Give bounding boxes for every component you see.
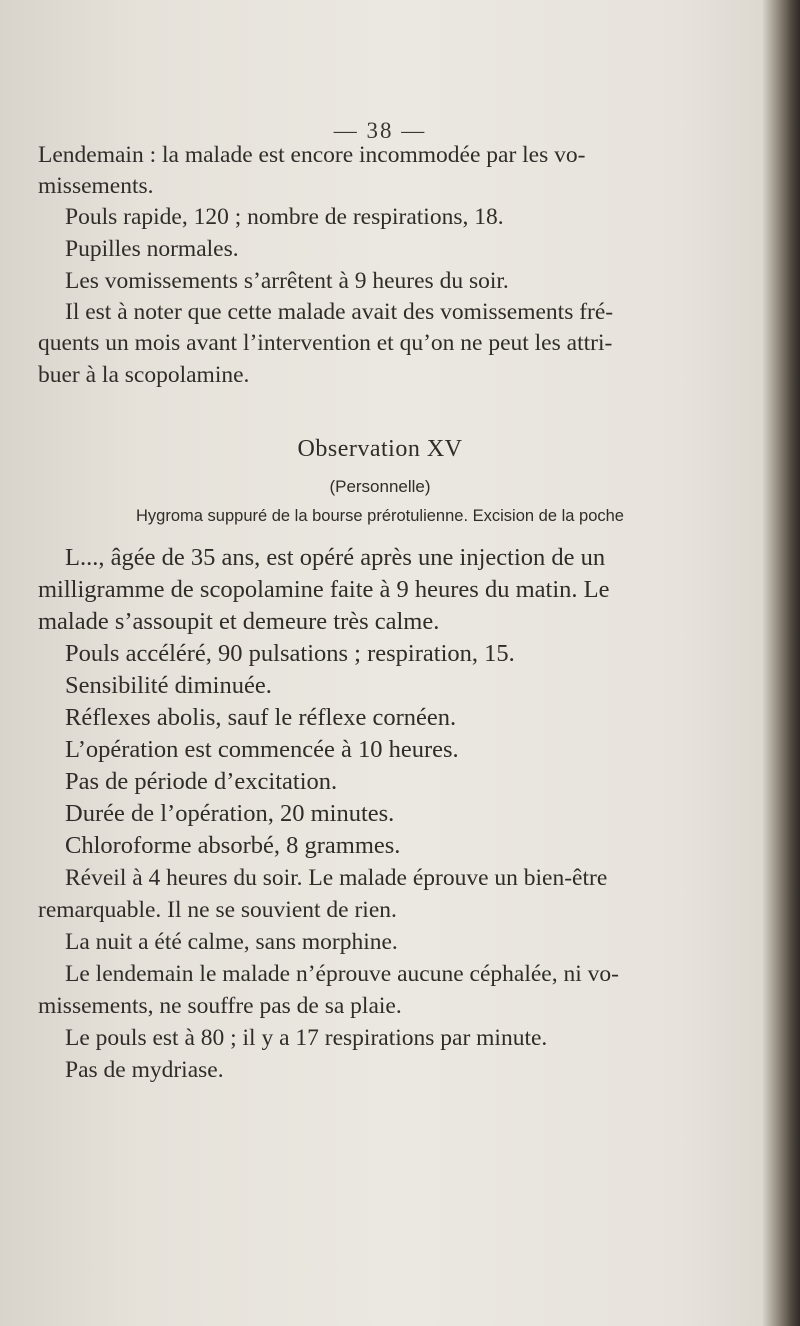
paragraph-line: buer à la scopolamine. xyxy=(38,362,250,388)
paragraph-line: Le pouls est à 80 ; il y a 17 respirations par minute. xyxy=(65,1025,548,1051)
paragraph-line: Il est à noter que cette malade avait des vomissements fré- xyxy=(65,299,614,325)
page-number: — 38 — xyxy=(333,118,427,143)
paragraph-line: L..., âgée de 35 ans, est opéré après une injection de un xyxy=(65,544,606,571)
paragraph-line: Pouls accéléré, 90 pulsations ; respiration, 15. xyxy=(65,640,515,667)
paragraph-line: quents un mois avant l’intervention et qu’on ne peut les attri- xyxy=(38,330,613,356)
paragraph-line: Durée de l’opération, 20 minutes. xyxy=(65,800,395,827)
paragraph-line: Le lendemain le malade n’éprouve aucune céphalée, ni vo- xyxy=(65,961,619,987)
paragraph-line: remarquable. Il ne se souvient de rien. xyxy=(38,897,397,923)
paragraph-line: milligramme de scopolamine faite à 9 heures du matin. Le xyxy=(38,576,610,603)
observation-title: Observation XV xyxy=(297,436,463,462)
paragraph-line: Réflexes abolis, sauf le réflexe cornéen. xyxy=(65,704,457,731)
paragraph-line: Pas de mydriase. xyxy=(65,1057,224,1083)
paragraph-line: Les vomissements s’arrêtent à 9 heures du soir. xyxy=(65,268,509,294)
page-edge-shadow xyxy=(762,0,800,1326)
observation-caption: Hygroma suppuré de la bourse prérotulienne. Excision de la poche xyxy=(136,507,624,525)
observation-subtitle: (Personnelle) xyxy=(329,477,431,496)
paragraph-line: Sensibilité diminuée. xyxy=(65,672,272,699)
paragraph-line: malade s’assoupit et demeure très calme. xyxy=(38,608,440,635)
paragraph-line: La nuit a été calme, sans morphine. xyxy=(65,929,398,955)
paragraph-line: Pupilles normales. xyxy=(65,236,239,262)
paragraph-line: Chloroforme absorbé, 8 grammes. xyxy=(65,832,401,859)
paragraph-line: Pas de période d’excitation. xyxy=(65,768,338,795)
paragraph-line: missements, ne souffre pas de sa plaie. xyxy=(38,993,402,1019)
paragraph-line: missements. xyxy=(38,173,154,199)
paragraph-line: Lendemain : la malade est encore incommodée par les vo- xyxy=(38,142,586,168)
paragraph-line: Pouls rapide, 120 ; nombre de respirations, 18. xyxy=(65,204,504,230)
paragraph-line: L’opération est commencée à 10 heures. xyxy=(65,736,459,763)
paragraph-line: Réveil à 4 heures du soir. Le malade éprouve un bien-être xyxy=(65,865,608,891)
